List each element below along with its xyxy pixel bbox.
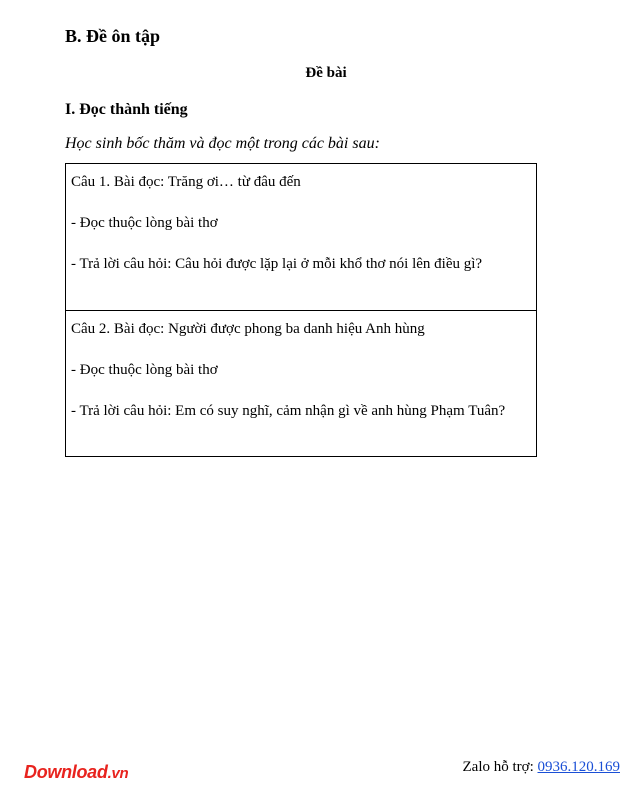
task-2-line-1: - Đọc thuộc lòng bài thơ	[71, 362, 218, 378]
reading-tasks-table	[65, 163, 537, 457]
task-2-line-2: - Trả lời câu hỏi: Em có suy nghĩ, cảm nhận gì về anh hùng Phạm Tuân?	[71, 403, 506, 419]
task-1-line-1: - Đọc thuộc lòng bài thơ	[71, 215, 218, 231]
exam-title: Đề bài	[305, 65, 347, 81]
section-heading: B. Đề ôn tập	[65, 26, 161, 46]
part-heading: I. Đọc thành tiếng	[65, 101, 188, 118]
task-2-title: Câu 2. Bài đọc: Người được phong ba danh hiệu Anh hùng	[71, 321, 425, 337]
logo-main-text: Download	[24, 762, 108, 782]
table-row	[66, 311, 537, 457]
task-cell-1	[66, 164, 537, 311]
support-label: Zalo hỗ trợ:	[462, 759, 538, 775]
download-vn-logo[interactable]	[24, 762, 128, 783]
instruction-text: Học sinh bốc thăm và đọc một trong các bài sau:	[65, 135, 380, 152]
task-1-title: Câu 1. Bài đọc: Trăng ơi… từ đâu đến	[71, 174, 301, 190]
support-contact	[463, 759, 621, 776]
logo-tld-text: .vn	[107, 765, 129, 782]
support-phone-link[interactable]: 0936.120.169	[537, 759, 620, 775]
table-row	[66, 164, 537, 311]
task-1-line-2: - Trả lời câu hỏi: Câu hỏi được lặp lại ở mỗi khổ thơ nói lên điều gì?	[71, 256, 483, 272]
task-cell-2	[66, 311, 537, 457]
